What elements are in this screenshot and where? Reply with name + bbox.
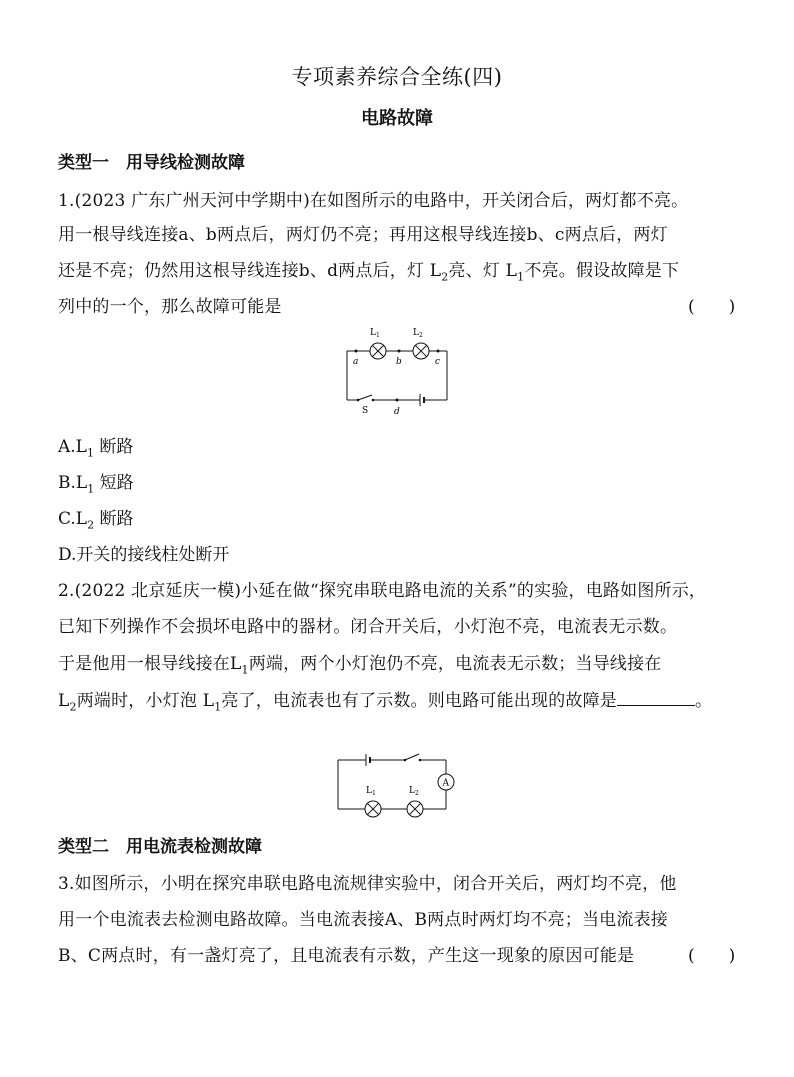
q1-line-1: 1.(2023 广东广州天河中学期中)在如图所示的电路中，开关闭合后，两灯都不亮。 xyxy=(58,191,689,211)
label-a: a xyxy=(353,357,359,367)
label-l1: $L_1$ xyxy=(366,786,376,797)
q1-option-b[interactable]: $B.L_1$ 短路 xyxy=(58,473,134,496)
point-d xyxy=(396,399,399,402)
point-c xyxy=(437,350,440,353)
q1-circuit-diagram xyxy=(335,318,455,418)
q3-line-3: B、C两点时，有一盏灯亮了，且电流表有示数，产生这一现象的原因可能是 xyxy=(58,946,635,966)
q1-line-2: 用一根导线连接a、b两点后，两灯仍不亮；再用这根导线连接b、c两点后，两灯 xyxy=(58,225,668,245)
q2-line-2: 已知下列操作不会损坏电路中的器材。闭合开关后，小灯泡不亮，电流表无示数。 xyxy=(58,617,678,637)
label-l2: $L_2$ xyxy=(409,786,419,797)
q3-line-1: 3.如图所示，小明在探究串联电路电流规律实验中，闭合开关后，两灯均不亮，他 xyxy=(58,874,677,894)
q1-option-d[interactable]: D.开关的接线柱处断开 xyxy=(58,545,230,565)
q2-line-3: 于是他用一根导线接在$L_1$两端，两个小灯泡仍不亮，电流表无示数；当导线接在 xyxy=(58,654,662,677)
section-heading-type2: 类型二 用电流表检测故障 xyxy=(58,837,262,857)
lamp-l2 xyxy=(413,343,429,359)
switch-blade xyxy=(405,754,419,760)
q1-answer-paren: ( ) xyxy=(688,297,736,317)
q2-line-4: $L_2$两端时，小灯泡 $L_1$亮了，电流表也有了示数。则电路可能出现的故障是 。 xyxy=(58,691,713,714)
label-l2: $L_2$ xyxy=(413,328,423,339)
label-b: b xyxy=(396,357,402,367)
q1-option-c[interactable]: $C.L_2$ 断路 xyxy=(58,509,134,532)
label-c: c xyxy=(435,357,441,367)
q3-answer-paren: ( ) xyxy=(688,946,736,966)
point-b xyxy=(398,350,401,353)
q2-answer-blank[interactable] xyxy=(617,691,695,706)
label-s: S xyxy=(362,406,369,416)
lamp-l1 xyxy=(365,801,381,817)
section-heading-type1: 类型一 用导线检测故障 xyxy=(58,153,245,173)
page-title: 专项素养综合全练(四) xyxy=(291,65,503,89)
page-subtitle: 电路故障 xyxy=(361,108,433,129)
ammeter xyxy=(438,774,454,790)
q1-line-3: 还是不亮；仍然用这根导线连接b、d两点后，灯 $L_2$亮、灯 $L_1$不亮。假设故障是下 xyxy=(58,261,680,284)
lamp-l2 xyxy=(407,801,423,817)
lamp-l1 xyxy=(370,343,386,359)
label-d: d xyxy=(394,407,400,417)
q2-line-1: 2.(2022 北京延庆一模)小延在做“探究串联电路电流的关系”的实验，电路如图所示， xyxy=(58,581,707,601)
switch-blade xyxy=(358,395,372,400)
q3-line-2: 用一个电流表去检测电路故障。当电流表接A、B两点时两灯均不亮；当电流表接 xyxy=(58,910,668,930)
label-l1: $L_1$ xyxy=(370,328,380,339)
q2-circuit-diagram xyxy=(330,740,465,822)
q1-option-a[interactable]: $A.L_1$ 断路 xyxy=(58,437,134,460)
q1-line-4: 列中的一个，那么故障可能是 xyxy=(58,297,282,317)
point-a xyxy=(355,350,358,353)
svg-text:A: A xyxy=(442,778,449,789)
